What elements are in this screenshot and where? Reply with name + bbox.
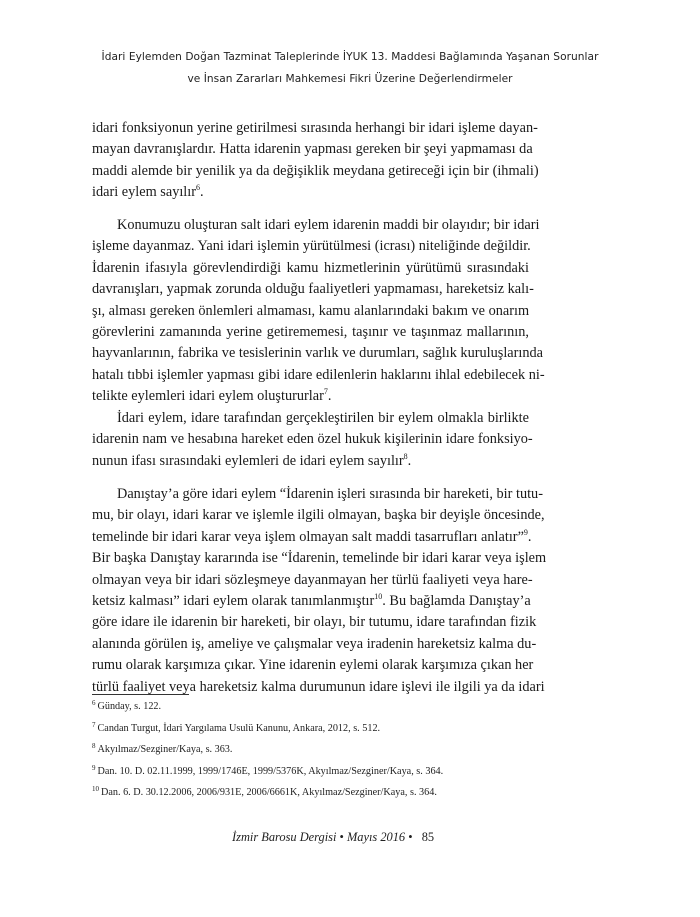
paragraph-2 [92, 215, 545, 408]
text-line: telikte eylemleri idari eylem oluştururlar$^7$. [92, 387, 332, 405]
text-line: İdari eylem, idare tarafından gerçekleştirilen bir eylem olmakla birlikte [117, 410, 529, 426]
text-line: davranışları, yapmak zorunda olduğu faaliyetleri yapmaması, hareketsiz kalı- [92, 281, 534, 298]
text-line: nunun ifası sırasındaki eylemleri de idari eylem sayılır$^8$. [92, 452, 412, 469]
text-line: olmayan veya bir idari sözleşmeye dayanmayan her türlü faaliyeti veya hare- [92, 571, 533, 588]
running-header-line-1: İdari Eylemden Doğan Tazminat Taleplerinde İYUK 13. Maddesi Bağlamında Yaşanan Sorunlar [101, 51, 599, 63]
journal-name: İzmir Barosu Dergisi [232, 830, 337, 844]
text-line: İdarenin ifasıyla görevlendirdiği kamu hizmetlerinin yürütümü sırasındaki [92, 259, 529, 276]
footnote-9 [92, 763, 444, 777]
text-line: alanında görülen iş, ameliye ve çalışmalar veya iradenin hareketsiz kalma du- [92, 635, 537, 652]
footnote-ref-8[interactable]: 8 [403, 452, 408, 462]
text-line: ketsiz kalması” idari eylem olarak tanımlanmıştır$^{10}$. Bu bağlamda Danıştay’a [92, 592, 531, 609]
text-line: temelinde bir idari karar veya işlem olmayan salt maddi tasarrufları anlatır”$^9$. [92, 528, 532, 545]
text-line: idarenin nam ve hesabına hareket eden özel hukuk kişilerinin idare fonksiyo- [92, 431, 533, 448]
footnote-number: 9 [92, 763, 96, 772]
footnote-number: 6 [92, 698, 96, 707]
text-line: mu, bir olayı, idari karar ve işlemle ilgili olmayan, başka bir deyişle öncesinde, [92, 507, 545, 524]
footnote-10 [92, 784, 437, 798]
footnote-text: Günday, s. 122. [97, 701, 162, 712]
footnote-ref-9[interactable]: 9 [523, 528, 528, 538]
issue-date: Mayıs 2016 [346, 830, 406, 844]
bullet-separator: • [339, 830, 344, 844]
footnote-number: 8 [92, 741, 96, 750]
text-line: Danıştay’a göre idari eylem “İdarenin işleri sırasında bir hareketi, bir tutu- [117, 486, 543, 502]
footnote-text: Dan. 10. D. 02.11.1999, 1999/1746E, 1999/5376K, Akyılmaz/Sezginer/Kaya, s. 364. [97, 766, 444, 777]
page-footer [232, 830, 434, 845]
bullet-separator: • [408, 830, 413, 844]
paragraph-3 [92, 408, 533, 472]
footnote-7 [92, 720, 381, 734]
footnote-divider [92, 694, 189, 695]
footnote-ref-7[interactable]: 7 [323, 387, 328, 397]
text-line: idari eylem sayılır$^6$. [92, 183, 204, 201]
footnote-number: 7 [92, 720, 96, 729]
paragraph-4 [92, 484, 547, 698]
text-line: Bir başka Danıştay kararında ise “İdarenin, temelinde bir idari karar veya işlem [92, 550, 547, 567]
footnote-text: Akyılmaz/Sezginer/Kaya, s. 363. [97, 744, 233, 755]
footnote-text: Dan. 6. D. 30.12.2006, 2006/931E, 2006/6661K, Akyılmaz/Sezginer/Kaya, s. 364. [101, 787, 437, 798]
paragraph-1 [92, 118, 539, 204]
footnote-text: Candan Turgut, İdari Yargılama Usulü Kanunu, Ankara, 2012, s. 512. [97, 723, 381, 734]
running-header-line-2: ve İnsan Zararları Mahkemesi Fikri Üzerine Değerlendirmeler [187, 73, 513, 85]
text-line: idari fonksiyonun yerine getirilmesi sırasında herhangi bir idari işleme dayan- [92, 120, 538, 136]
text-line: rumu olarak karşımıza çıkar. Yine idarenin eylemi olarak karşımıza çıkan her [92, 657, 534, 674]
text-line: türlü faaliyet veya hareketsiz kalma durumunun idare işlevi ile ilgili ya da idari [92, 678, 545, 695]
text-line: şı, alması gereken önlemleri almaması, kamu alanlarındaki bakım ve onarım [92, 302, 530, 319]
footnote-6 [92, 698, 162, 712]
page-number: 85 [421, 830, 435, 844]
text-line: Konumuzu oluşturan salt idari eylem idarenin maddi bir olayıdır; bir idari [117, 217, 540, 233]
text-line: hatalı tıbbi işlemler yapması gibi idare edilenlerin haklarını ihlal edebilecek ni- [92, 366, 545, 383]
footnote-ref-6[interactable]: 6 [196, 183, 201, 193]
text-line: hayvanlarının, fabrika ve tesislerinin varlık ve durumları, sağlık kuruluşlarında [92, 345, 544, 362]
text-line: göre idare ile idarenin bir hareketi, bir olayı, bir tutumu, idare tarafından fizik [92, 614, 537, 631]
text-line: maddi alemde bir yenilik ya da değişiklik meydana getireceği için bir (ihmali) [92, 162, 539, 179]
footnote-8 [92, 741, 233, 755]
text-line: görevlerini zamanında yerine getirememesi, taşınır ve taşınmaz mallarının, [92, 323, 529, 340]
footnote-number: 10 [92, 784, 99, 793]
footnote-ref-10[interactable]: 10 [374, 592, 383, 602]
text-line: işleme dayanmaz. Yani idari işlemin yürütülmesi (icrası) niteliğinde değildir. [92, 238, 531, 255]
text-line: mayan davranışlardır. Hatta idarenin yapması gereken bir şeyi yapmaması da [92, 141, 533, 158]
